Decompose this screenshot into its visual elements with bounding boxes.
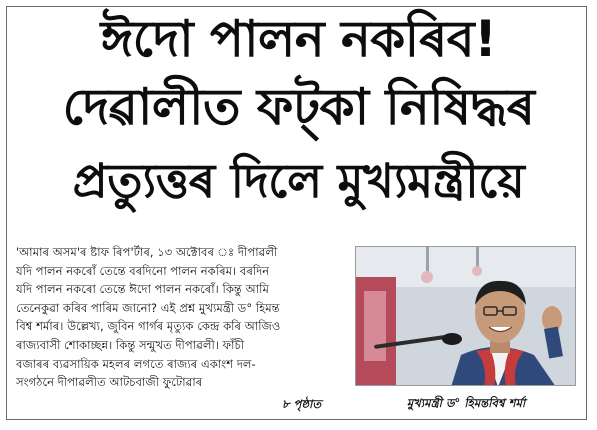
article-line: বজাৰৰ ব্যৱসায়িক মহলৰ লগতে ৰাজ্যৰ একাংশ দল- [16, 356, 256, 371]
continued-page-ref: ৮ পৃষ্ঠাত [282, 397, 322, 411]
article-line: বিশ্ব শৰ্মাৰ। উল্লেখ্য, জুবিন গাৰ্গৰ মৃত্যুক কেন্দ্ৰ কৰি আজিও [16, 319, 281, 334]
headline-line-2: দেৱালীত ফট্কা নিষিদ্ধৰ [62, 78, 535, 136]
photo-caption: মুখ্যমন্ত্ৰী ড° হিমন্তবিশ্ব শৰ্মা [406, 396, 526, 410]
article-line: যদি পালন নকৰো তেন্তে ঈদো পালন নকৰোঁ। কিন্তু আমি [16, 282, 269, 297]
chief-minister-photo [355, 246, 576, 386]
article-line: ৰাজ্যবাসী শোকাচ্ছন্ন। কিন্তু সন্মুখত দীপাৱলী। ফাঁচী [16, 337, 245, 352]
article-line: সংগঠনে দীপাৱলীত আটচবাজী ফুটোৱাৰ [16, 375, 203, 390]
headline-line-1: ঈদো পালন নকৰিব! [100, 10, 497, 68]
headline-line-3: প্ৰত্যুত্তৰ দিলে মুখ্যমন্ত্ৰীয়ে [72, 154, 525, 209]
article-line: যদি পালন নকৰোঁ তেন্তে বৰদিনো পালন নকৰিম। বৰদিন [16, 263, 270, 278]
article-line: 'আমাৰ অসম'ৰ ষ্টাফ ৰিপ'ৰ্টাৰ, ১৩ অক্টোবৰ ঃ দীপাৱলী [16, 245, 278, 259]
article-line: তেনেকুৱা কৰিব পাৰিম জানো? এই প্ৰশ্ন মুখ্যমন্ত্ৰী ড° হিমন্ত [16, 300, 280, 315]
article-body [16, 243, 346, 392]
